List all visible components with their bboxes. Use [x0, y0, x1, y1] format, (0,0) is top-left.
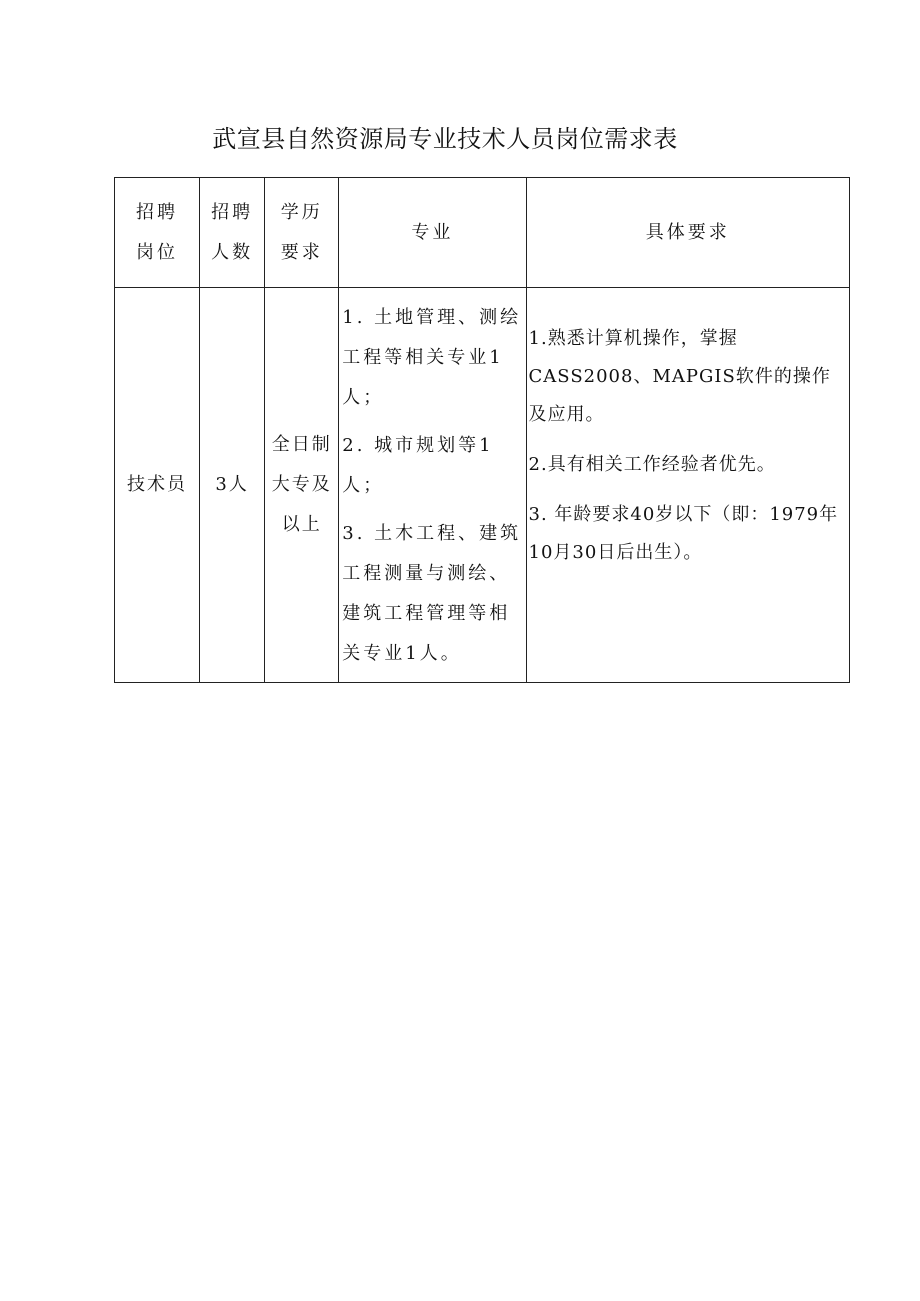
- header-position: 招聘 岗位: [115, 178, 200, 288]
- major-item-3: 3. 土木工程、建筑工程测量与测绘、建筑工程管理等相关专业1人。: [342, 523, 522, 664]
- requirement-item-1: 1.熟悉计算机操作，掌握CASS2008、MAPGIS软件的操作及应用。: [528, 328, 831, 425]
- header-education: 学历 要求: [265, 178, 339, 288]
- major-item-2: 2. 城市规划等1人；: [342, 435, 494, 496]
- header-count: 招聘 人数: [200, 178, 265, 288]
- requirement-item-2: 2.具有相关工作经验者优先。: [528, 454, 776, 475]
- table-header-row: [115, 178, 850, 288]
- requirement-item-3: 3. 年龄要求40岁以下（即：1979年10月30日后出生）。: [528, 504, 839, 563]
- cell-count: 3人: [200, 288, 265, 683]
- cell-education: 全日制 大专及 以上: [265, 288, 339, 683]
- page-title: 武宣县自然资源局专业技术人员岗位需求表: [212, 125, 678, 153]
- major-item-1: 1. 土地管理、测绘工程等相关专业1人；: [342, 307, 522, 408]
- cell-majors: [339, 288, 526, 683]
- header-major: 专业: [339, 178, 526, 288]
- cell-requirements: [526, 288, 849, 683]
- header-requirements: 具体要求: [526, 178, 849, 288]
- cell-position: 技术员: [115, 288, 200, 683]
- table-row: [115, 288, 850, 683]
- job-requirements-table: [114, 177, 850, 683]
